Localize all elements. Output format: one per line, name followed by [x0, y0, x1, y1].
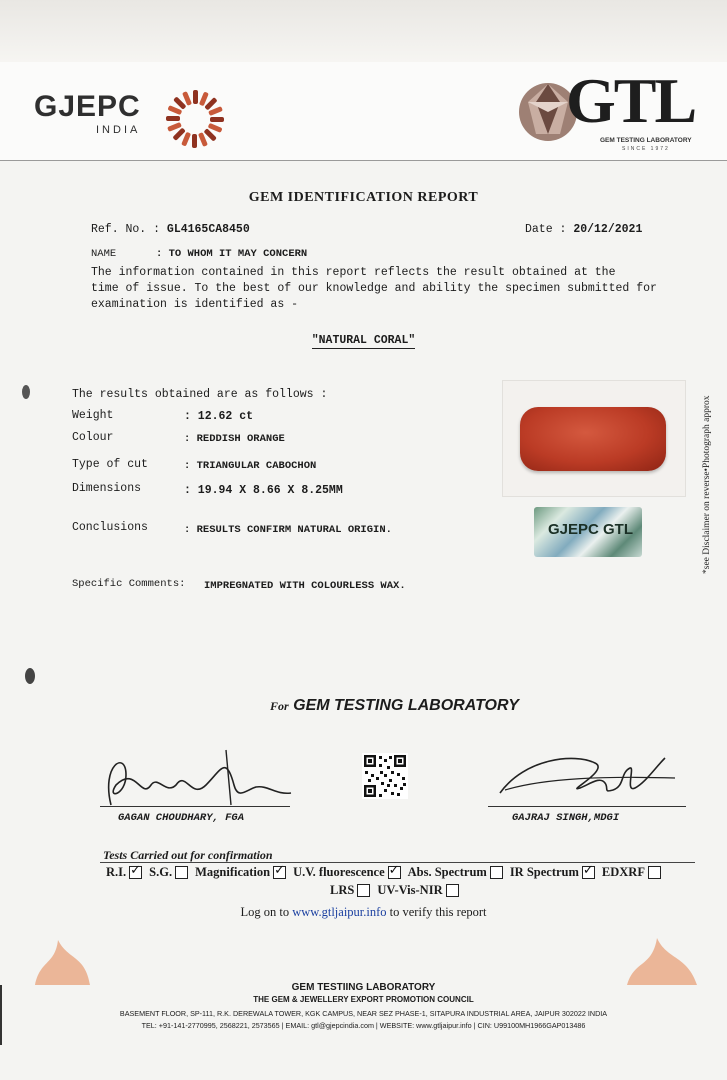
checkbox-lrs[interactable] [357, 884, 370, 897]
top-paper-band [0, 0, 727, 62]
footer-contacts: TEL: +91-141-2770995, 2568221, 2573565 | EMAIL: gtl@gjepcindia.com | WEBSITE: www.gtljaipur.info | CIN: U99100MH1966GAP013486 [141, 1021, 586, 1030]
test-ri [106, 865, 142, 880]
verify-link[interactable]: www.gtljaipur.info [292, 905, 387, 919]
gtl-subtitle: GEM TESTING LABORATORY [600, 137, 692, 144]
gtl-since: SINCE 1972 [622, 146, 670, 152]
ref-number: GL4165CA8450 [166, 223, 250, 236]
gtl-logo-text: GTL [566, 65, 696, 136]
gjepc-logo-text: GJEPC [34, 90, 141, 123]
for-gem-testing-lab [270, 697, 519, 715]
verify-prefix: Log on to [240, 905, 290, 919]
checkbox-edxrf[interactable] [648, 866, 661, 879]
test-uvvisnir [377, 883, 458, 898]
dimensions-label: Dimensions [72, 482, 142, 495]
verify-suffix: to verify this report [389, 905, 487, 919]
signatory-left: GAGAN CHOUDHARY, FGA [118, 812, 245, 824]
date-value: 20/12/2021 [573, 223, 643, 236]
colour-value: : REDDISH ORANGE [184, 433, 285, 445]
ref-label [91, 223, 250, 236]
checkbox-ir[interactable] [582, 866, 595, 879]
footer-address: BASEMENT FLOOR, SP-111, R.K. DEREWALA TOWER, KGK CAMPUS, NEAR SEZ PHASE-1, SITAPURA INDUSTRIAL AREA, JAIPUR 302022 INDIA [119, 1009, 608, 1018]
verify-note [0, 905, 727, 920]
name-label: NAME [91, 248, 117, 260]
test-lrs-label: LRS [330, 883, 355, 897]
test-magnification-label: Magnification [195, 865, 271, 879]
hologram-text: GJEPC GTL [548, 521, 634, 538]
date-label: Date : [525, 223, 567, 236]
test-uv-label: U.V. fluorescence [293, 865, 385, 879]
test-ri-label: R.I. [106, 865, 127, 879]
test-sg-label: S.G. [149, 865, 173, 879]
checkbox-abs[interactable] [490, 866, 503, 879]
footer-council: THE GEM & JEWELLERY EXPORT PROMOTION COUNCIL [253, 995, 474, 1004]
punch-hole-bottom [20, 664, 40, 688]
identified-gem-text: "NATURAL CORAL" [311, 334, 416, 347]
report-title: GEM IDENTIFICATION REPORT [248, 190, 479, 205]
test-ir-label: IR Spectrum [509, 865, 579, 879]
cut-value: : TRIANGULAR CABOCHON [184, 460, 317, 472]
tests-row-2 [330, 883, 466, 898]
tests-row-1 [106, 865, 668, 880]
test-sg [149, 865, 188, 880]
checkbox-uv[interactable] [388, 866, 401, 879]
name-value: : TO WHOM IT MAY CONCERN [156, 248, 308, 260]
test-edxrf [602, 865, 661, 880]
conclusions-value: : RESULTS CONFIRM NATURAL ORIGIN. [184, 524, 392, 536]
weight-value: : 12.62 ct [184, 410, 254, 423]
comments-label: Specific Comments: [72, 578, 186, 590]
conclusions-label: Conclusions [72, 521, 148, 534]
gjepc-emblem-icon [160, 84, 230, 154]
test-uvvisnir-label: UV-Vis-NIR [377, 883, 443, 897]
checkbox-sg[interactable] [175, 866, 188, 879]
test-ir [510, 865, 595, 880]
checkbox-uvvisnir[interactable] [446, 884, 459, 897]
results-heading: The results obtained are as follows : [72, 388, 328, 401]
flame-decoration-right [622, 930, 702, 990]
intro-line-3: examination is identified as - [91, 298, 299, 311]
disclaimer-note: *see Disclaimer on reverse•Photograph approx [702, 395, 712, 574]
test-abs-label: Abs. Spectrum [407, 865, 487, 879]
report-date [525, 223, 642, 236]
footer-lab-name: GEM TESTIING LABORATORY [291, 982, 436, 993]
test-lrs [330, 883, 370, 898]
test-edxrf-label: EDXRF [601, 865, 645, 879]
test-magnification [195, 865, 286, 880]
intro-line-1: The information contained in this report reflects the result obtained at the [91, 266, 616, 279]
for-lab-name: GEM TESTING LABORATORY [293, 697, 519, 714]
flame-decoration-left [30, 930, 100, 990]
signatory-right: GAJRAJ SINGH,MDGI [512, 812, 620, 824]
cut-label: Type of cut [72, 458, 148, 471]
punch-hole-top [16, 380, 36, 404]
dimensions-value: : 19.94 X 8.66 X 8.25MM [184, 484, 343, 497]
signature-right [485, 748, 685, 813]
coral-gem-image [520, 407, 666, 471]
colour-label: Colour [72, 431, 114, 444]
comments-value: IMPREGNATED WITH COLOURLESS WAX. [204, 580, 406, 592]
ref-label-text: Ref. No. : [91, 223, 161, 236]
test-uv [293, 865, 401, 880]
gjepc-country: INDIA [96, 124, 141, 136]
weight-label: Weight [72, 409, 114, 422]
tests-label: Tests Carried out for confirmation [103, 848, 273, 862]
for-prefix: For [270, 699, 289, 713]
qr-code-icon [362, 753, 408, 799]
identified-gem [0, 334, 727, 347]
signature-line-left [100, 806, 290, 807]
checkbox-magnification[interactable] [273, 866, 286, 879]
signature-line-right [488, 806, 686, 807]
intro-line-2: time of issue. To the best of our knowledge and ability the specimen submitted for [91, 282, 657, 295]
test-abs [408, 865, 503, 880]
checkbox-ri[interactable] [129, 866, 142, 879]
